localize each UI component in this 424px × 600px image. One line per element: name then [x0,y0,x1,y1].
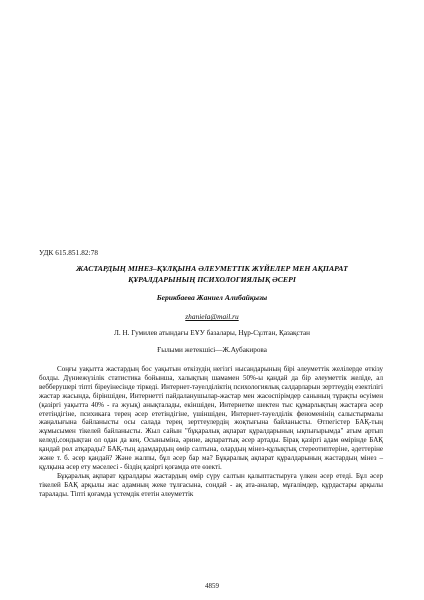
article-body [39,365,383,499]
udc-code: УДК 615.851.82:78 [39,249,99,257]
author-email-link[interactable]: zhaniela@mail.ru [185,312,239,321]
body-paragraph-1: Соңғы уақытта жастардың бос уақытын өткізудің негізгі нысандарының бірі әлеуметтік желілерде өткізу болды. Дүниежүзілік статистика бойынша, халықтың шамамен 50%-ы қандай да бір әлеуметтік желіде, ал вебберушері тіпті біреуінесінде тіркеді. Интернет-тәуелділіктің психологиялық салдарларын зерттеудің езектілігі жастар жасында, біріншіден, Интернетті пайдаланушылар-жастар мен жасөспірімдер санының тұрақты өсуімен (қазіргі уақытта 40% - ға жуық) анықталады, екіншіден, Интернетке шектен тыс құмарлықтың жастарға әсер ететіндігіне, психикаға терең әсер ететіндігіне, үшіншіден, Интернет-тәуелділік феноменінің салыстырмалы жаңалығына байланысты осы салада терең зерттеулердің жоқтығына байланысты. Өтпегістер БАҚ-тың жұмысымен тікелей байланысты. Жыл сайын "бұқаралық ақпарат құралдарының ықпығырымда" атым артып келеді,сондықтан ол одан да кең. Осыныміна, әрине, ақпараттық әсер артады. Бірақ қазіргі адам өмірінде БАҚ қандай рөл атқарады? БАҚ-тың адамдардың өмір салтына, олардың мінез-құлықтық стереотиптеріне, әдеттеріне және т. б. әсер қандай? Және жалпы, бұл әсер бар ма? Бұқаралық ақпарат құралдарының жастардың мінез – құлқына әсер ету мәселесі - біздің қазіргі қоғамда өте өзекті. [39,365,383,471]
page-number: 4859 [205,582,219,590]
body-paragraph-2: Бұқаралық ақпарат құралдары жастардың өмір сүру салтын қалыптастыруға үлкен әсер етеді. Бұл әсер тікелей БАҚ арқылы жас адамның жеке тұлғасына, сондай - ақ ата-аналар, мұғалімдер, құрдастары арқылы таралады. Тіпті қоғамда үстемдік ететін әлеуметтік [39,471,383,498]
author-name: Берикбаева Жаниел Алибайқызы [156,293,268,302]
article-title: ЖАСТАРДЫҢ МІНЕЗ–ҚҰЛҚЫНА ӘЛЕУМЕТТІК ЖҮЙЕЛЕР МЕН АҚПАРАТ ҚҰРАЛДАРЫНЫҢ ПСИХОЛОГИЯЛЫҚ ӘСЕРІ [76,264,348,284]
scientific-advisor: Ғылыми жетекшісі—Ж.Аубакирова [157,346,267,354]
author-affiliation: Л. Н. Гумилев атындағы ЕҰУ базалары, Нұр-Сұлтан, Қазақстан [113,329,310,337]
